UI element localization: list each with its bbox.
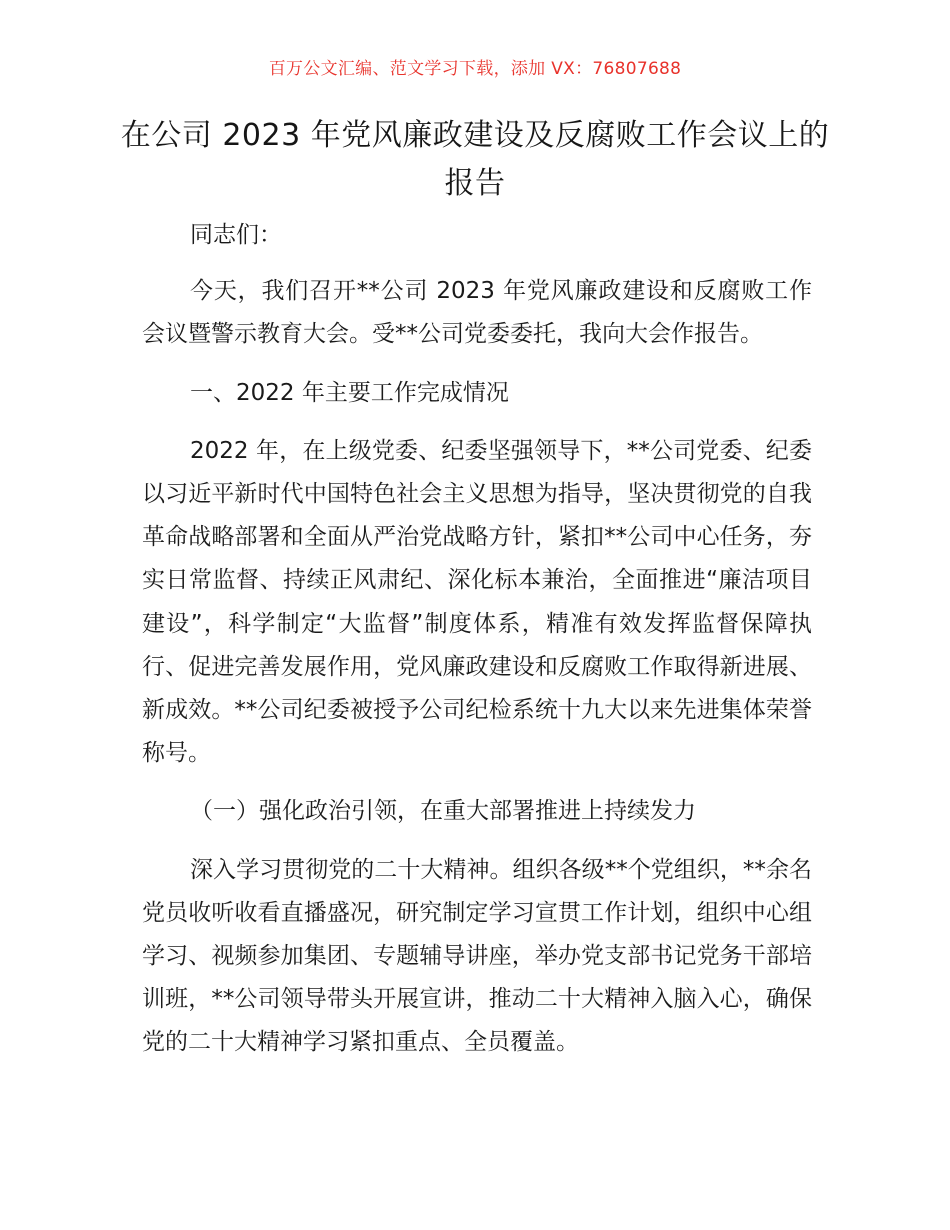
document-body xyxy=(142,214,812,1080)
section-1-paragraph: 2022 年，在上级党委、纪委坚强领导下，**公司党委、纪委以习近平新时代中国特色社会主义思想为指导，坚决贯彻党的自我革命战略部署和全面从严治党战略方针，紧扣**公司中心任务，夯实日常监督、持续正风肃纪、深化标本兼治，全面推进“廉洁项目建设”，科学制定“大监督”制度体系，精准有效发挥监督保障执行、促进完善发展作用，党风廉政建设和反腐败工作取得新进展、新成效。**公司纪委被授予公司纪检系统十九大以来先进集体荣誉称号。 xyxy=(142,437,812,767)
intro-paragraph: 今天，我们召开**公司 2023 年党风廉政建设和反腐败工作会议暨警示教育大会。受**公司党委委托，我向大会作报告。 xyxy=(142,278,812,348)
salutation-paragraph: 同志们： xyxy=(190,222,282,248)
watermark-header: 百万公文汇编、范文学习下载，添加 VX：76807688 xyxy=(268,59,682,79)
section-heading-1: 一、2022 年主要工作完成情况 xyxy=(190,379,509,406)
subsection-heading-1: （一）强化政治引领，在重大部署推进上持续发力 xyxy=(190,798,696,825)
document-title: 在公司 2023 年党风廉政建设及反腐败工作会议上的报告 xyxy=(120,118,830,201)
subsection-1-paragraph: 深入学习贯彻党的二十大精神。组织各级**个党组织，**余名党员收听收看直播盛况，研究制定学习宣贯工作计划，组织中心组学习、视频参加集团、专题辅导讲座，举办党支部书记党务干部培训班，**公司领导带头开展宣讲，推动二十大精神入脑入心，确保党的二十大精神学习紧扣重点、全员覆盖。 xyxy=(142,856,812,1056)
